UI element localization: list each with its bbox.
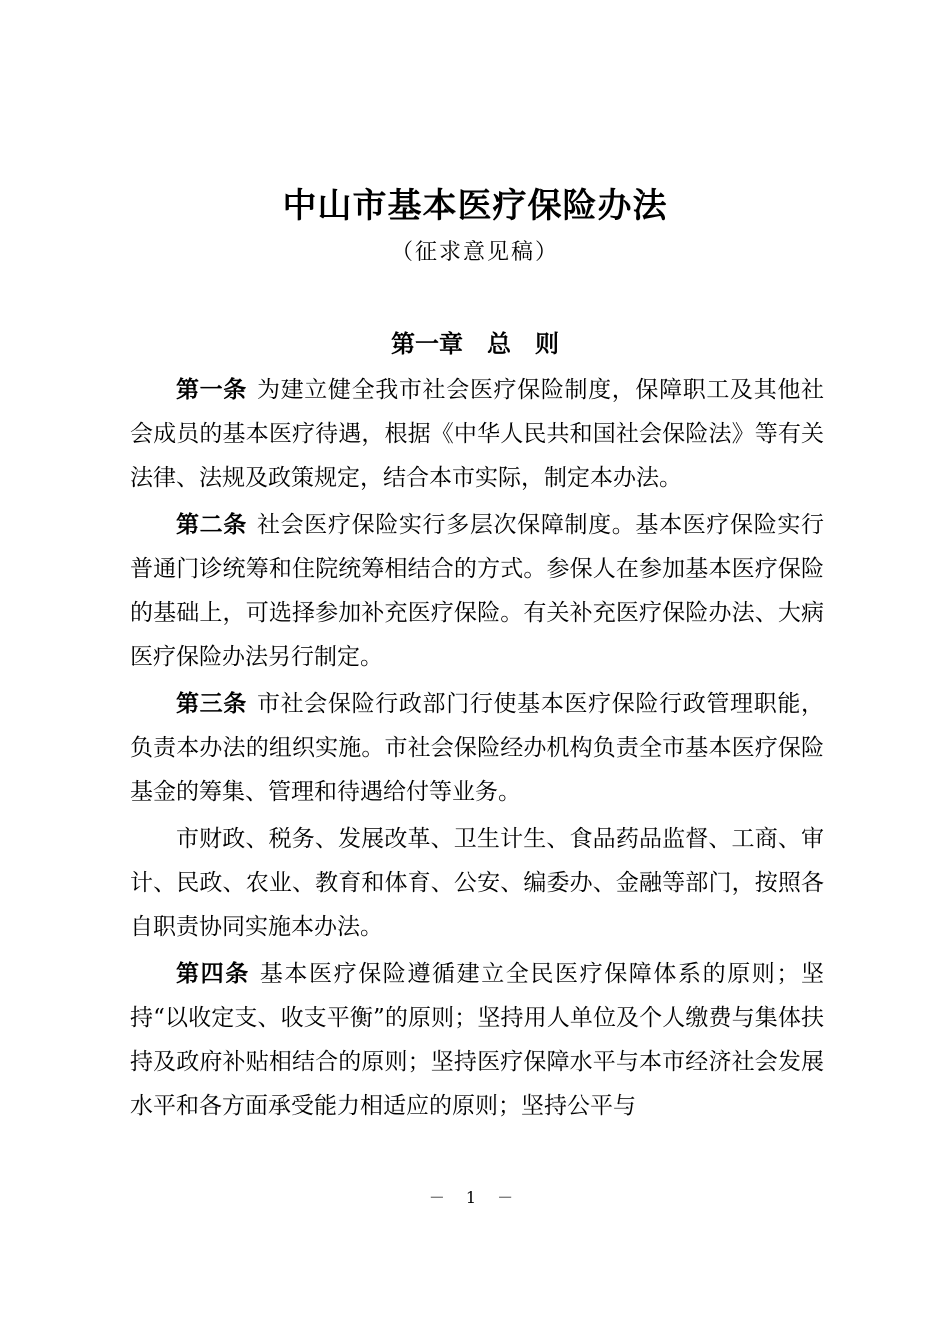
page-number: － 1 － [428,1188,522,1207]
document-subtitle: （征求意见稿） [390,240,559,265]
article-3-text: 市社会保险行政部门行使基本医疗保险行政管理职能，负责本办法的组织实施。市社会保险经办机构负责全市基本医疗保险基金的筹集、管理和待遇给付等业务。 [130,691,825,805]
article-1-text: 为建立健全我市社会医疗保险制度，保障职工及其他社会成员的基本医疗待遇，根据《中华人民共和国社会保险法》等有关法律、法规及政策规定，结合本市实际，制定本办法。 [130,377,825,491]
article-2-label: 第二条 [176,511,247,538]
article-3-continuation-text: 市财政、税务、发展改革、卫生计生、食品药品监督、工商、审计、民政、农业、教育和体育、公安、编委办、金融等部门，按照各自职责协同实施本办法。 [130,826,824,940]
article-4-text: 基本医疗保险遵循建立全民医疗保障体系的原则；坚持“以收定支、收支平衡”的原则；坚持用人单位及个人缴费与集体扶持及政府补贴相结合的原则；坚持医疗保障水平与本市经济社会发展水平和各方面承受能力相适应的原则；坚持公平与 [130,961,825,1119]
article-3-paragraph [130,682,824,814]
article-2-paragraph [130,503,824,679]
article-4-paragraph [130,952,824,1128]
document-body [130,368,824,1131]
document-title: 中山市基本医疗保险办法 [282,186,668,226]
article-3-continuation-paragraph [130,817,824,949]
chapter-title: 第一章 总 则 [391,329,559,358]
article-1-paragraph [130,368,824,500]
article-1-label: 第一条 [176,376,247,403]
article-4-label: 第四条 [176,960,250,987]
article-2-text: 社会医疗保险实行多层次保障制度。基本医疗保险实行普通门诊统筹和住院统筹相结合的方式。参保人在参加基本医疗保险的基础上，可选择参加补充医疗保险。有关补充医疗保险办法、大病医疗保险办法另行制定。 [130,512,825,670]
article-3-label: 第三条 [176,690,247,717]
